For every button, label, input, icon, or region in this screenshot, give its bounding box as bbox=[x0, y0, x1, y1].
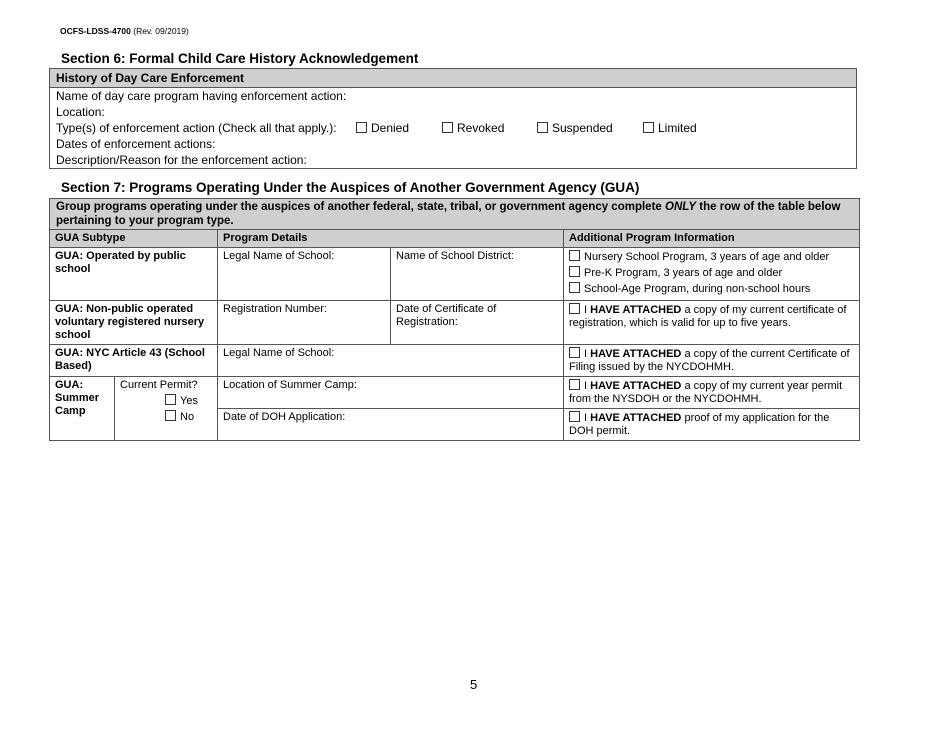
row-camp-location bbox=[50, 377, 860, 409]
legal-name-school-field[interactable]: Legal Name of School: bbox=[218, 248, 391, 301]
checkbox-icon[interactable] bbox=[569, 250, 580, 261]
gua-table bbox=[49, 198, 860, 441]
school-district-field[interactable]: Name of School District: bbox=[391, 248, 564, 301]
intro-row bbox=[50, 199, 860, 230]
camp-permit-attach[interactable]: I HAVE ATTACHED a copy of my current year permit from the NYSDOH or the NYCDOHMH. bbox=[564, 377, 860, 409]
types-label: Type(s) of enforcement action (Check all that apply.): bbox=[56, 121, 337, 135]
option-limited[interactable] bbox=[643, 121, 697, 135]
permit-yes[interactable]: Yes bbox=[120, 394, 212, 408]
certificate-date-field[interactable]: Date of Certificate of Registration: bbox=[391, 301, 564, 345]
checkbox-icon[interactable] bbox=[537, 122, 548, 133]
option-label: Limited bbox=[658, 121, 697, 135]
checkbox-icon[interactable] bbox=[442, 122, 453, 133]
page-number: 5 bbox=[470, 677, 478, 692]
school-age-option[interactable]: School-Age Program, during non-school hours bbox=[569, 282, 854, 296]
prek-option[interactable]: Pre-K Program, 3 years of age and older bbox=[569, 266, 854, 280]
program-name-label: Name of day care program having enforcement action: bbox=[56, 89, 347, 103]
option-label: Revoked bbox=[457, 121, 505, 135]
checkbox-icon[interactable] bbox=[569, 266, 580, 277]
enforcement-box bbox=[49, 68, 857, 169]
location-label: Location: bbox=[56, 105, 105, 119]
option-denied[interactable] bbox=[356, 121, 409, 135]
checkbox-icon[interactable] bbox=[165, 410, 176, 421]
header-row bbox=[50, 230, 860, 248]
public-options bbox=[564, 248, 860, 301]
intro-text: Group programs operating under the auspices of another federal, state, tribal, or government agency complete ONLY the row of the table below pertaining to your program type. bbox=[50, 199, 860, 230]
nyc-attach[interactable]: I HAVE ATTACHED a copy of the current Certificate of Filing issued by the NYCDOHMH. bbox=[564, 345, 860, 377]
enforcement-box-header: History of Day Care Enforcement bbox=[50, 69, 856, 88]
nyc-legal-name-field[interactable]: Legal Name of School: bbox=[218, 345, 564, 377]
checkbox-icon[interactable] bbox=[356, 122, 367, 133]
option-suspended[interactable] bbox=[537, 121, 613, 135]
subtype-nyc: GUA: NYC Article 43 (School Based) bbox=[50, 345, 218, 377]
camp-location-field[interactable]: Location of Summer Camp: bbox=[218, 377, 564, 409]
checkbox-icon[interactable] bbox=[569, 282, 580, 293]
dates-label: Dates of enforcement actions: bbox=[56, 137, 216, 151]
checkbox-icon[interactable] bbox=[569, 347, 580, 358]
current-permit bbox=[115, 377, 218, 441]
permit-label: Current Permit? bbox=[120, 379, 198, 391]
form-revision: (Rev. 09/2019) bbox=[133, 26, 189, 36]
row-nonpublic bbox=[50, 301, 860, 345]
option-label: Suspended bbox=[552, 121, 613, 135]
registration-number-field[interactable]: Registration Number: bbox=[218, 301, 391, 345]
header-additional: Additional Program Information bbox=[564, 230, 860, 248]
form-code: OCFS-LDSS-4700 bbox=[60, 26, 131, 36]
checkbox-icon[interactable] bbox=[569, 411, 580, 422]
subtype-public: GUA: Operated by public school bbox=[50, 248, 218, 301]
checkbox-icon[interactable] bbox=[643, 122, 654, 133]
checkbox-icon[interactable] bbox=[165, 394, 176, 405]
description-label: Description/Reason for the enforcement action: bbox=[56, 153, 307, 167]
doh-application-field[interactable]: Date of DOH Application: bbox=[218, 409, 564, 441]
row-public-school bbox=[50, 248, 860, 301]
option-revoked[interactable] bbox=[442, 121, 504, 135]
nonpublic-attach[interactable]: I HAVE ATTACHED a copy of my current certificate of registration, which is valid for up to five years. bbox=[564, 301, 860, 345]
section6-title: Section 6: Formal Child Care History Acknowledgement bbox=[61, 51, 419, 66]
nursery-option[interactable]: Nursery School Program, 3 years of age and older bbox=[569, 250, 854, 264]
checkbox-icon[interactable] bbox=[569, 303, 580, 314]
checkbox-icon[interactable] bbox=[569, 379, 580, 390]
subtype-nonpublic: GUA: Non-public operated voluntary registered nursery school bbox=[50, 301, 218, 345]
doh-attach[interactable]: I HAVE ATTACHED proof of my application for the DOH permit. bbox=[564, 409, 860, 441]
header-details: Program Details bbox=[218, 230, 564, 248]
section7-title: Section 7: Programs Operating Under the Auspices of Another Government Agency (GUA) bbox=[61, 180, 640, 195]
row-nyc bbox=[50, 345, 860, 377]
header-subtype: GUA Subtype bbox=[50, 230, 218, 248]
option-label: Denied bbox=[371, 121, 410, 135]
permit-no[interactable]: No bbox=[120, 410, 212, 424]
form-id bbox=[60, 26, 189, 36]
subtype-camp: GUA: Summer Camp bbox=[50, 377, 115, 441]
